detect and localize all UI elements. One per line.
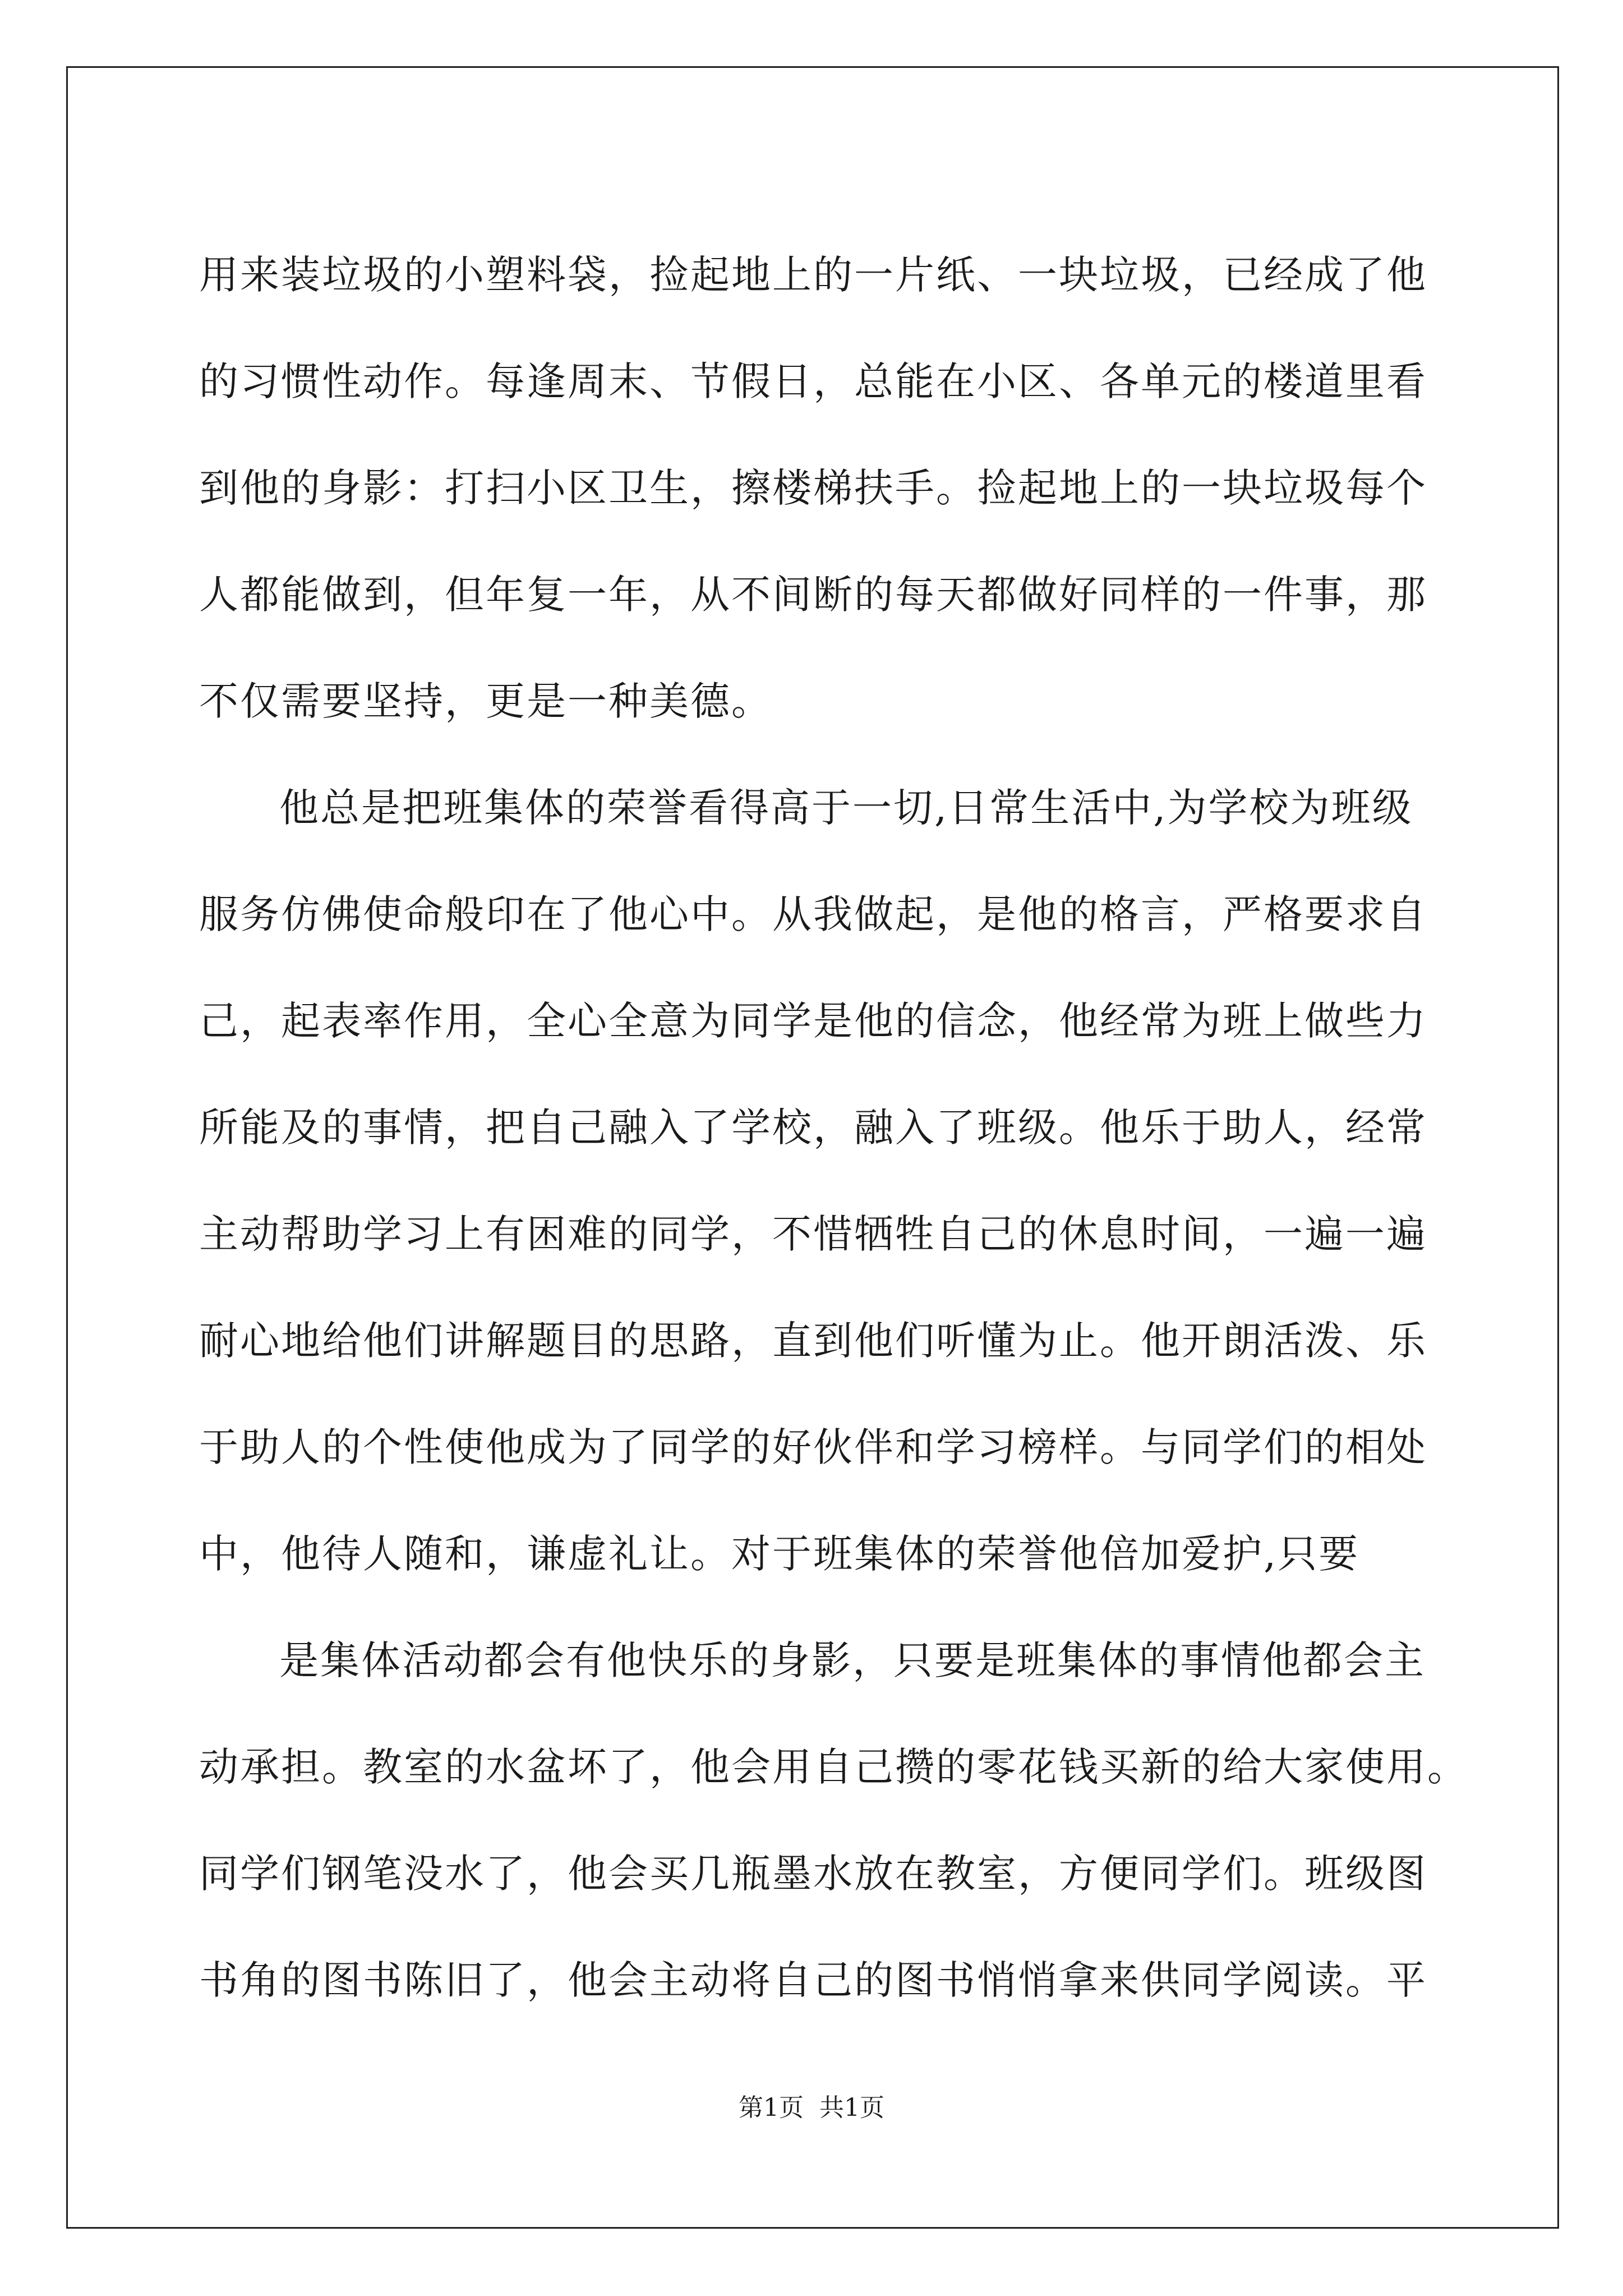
paragraph-start-line: 是集体活动都会有他快乐的身影，只要是班集体的事情他都会主 [279, 1637, 1426, 1683]
text-line: 书角的图书陈旧了，他会主动将自己的图书悄悄拿来供同学阅读。平 [199, 1957, 1427, 2003]
text-line: 到他的身影：打扫小区卫生，擦楼梯扶手。捡起地上的一块垃圾每个 [199, 465, 1427, 511]
text-line: 服务仿佛使命般印在了他心中。从我做起，是他的格言，严格要求自 [199, 891, 1427, 937]
page-number: 第1页 [739, 2093, 804, 2122]
text-line: 不仅需要坚持，更是一种美德。 [199, 678, 772, 724]
text-line: 于助人的个性使他成为了同学的好伙伴和学习榜样。与同学们的相处 [199, 1424, 1427, 1470]
text-line: 动承担。教室的水盆坏了，他会用自己攒的零花钱买新的给大家使用。 [199, 1744, 1468, 1790]
page-footer [0, 2091, 1623, 2125]
text-line: 人都能做到，但年复一年，从不间断的每天都做好同样的一件事，那 [199, 572, 1427, 618]
text-line: 同学们钢笔没水了，他会买几瓶墨水放在教室，方便同学们。班级图 [199, 1851, 1427, 1897]
text-line: 用来装垃圾的小塑料袋，捡起地上的一片纸、一块垃圾，已经成了他 [199, 252, 1427, 298]
text-line: 所能及的事情，把自己融入了学校，融入了班级。他乐于助人，经常 [199, 1105, 1427, 1151]
document-body [199, 222, 1468, 2033]
text-line: 的习惯性动作。每逢周末、节假日，总能在小区、各单元的楼道里看 [199, 358, 1427, 404]
text-line: 己，起表率作用，全心全意为同学是他的信念，他经常为班上做些力 [199, 998, 1427, 1044]
text-line: 中，他待人随和，谦虚礼让。对于班集体的荣誉他倍加爱护,只要 [199, 1531, 1360, 1577]
paragraph-start-line: 他总是把班集体的荣誉看得高于一切,日常生活中,为学校为班级 [279, 785, 1413, 831]
page-total: 共1页 [819, 2093, 884, 2122]
text-line: 主动帮助学习上有困难的同学，不惜牺牲自己的休息时间，一遍一遍 [199, 1211, 1427, 1257]
text-line: 耐心地给他们讲解题目的思路，直到他们听懂为止。他开朗活泼、乐 [199, 1318, 1427, 1364]
